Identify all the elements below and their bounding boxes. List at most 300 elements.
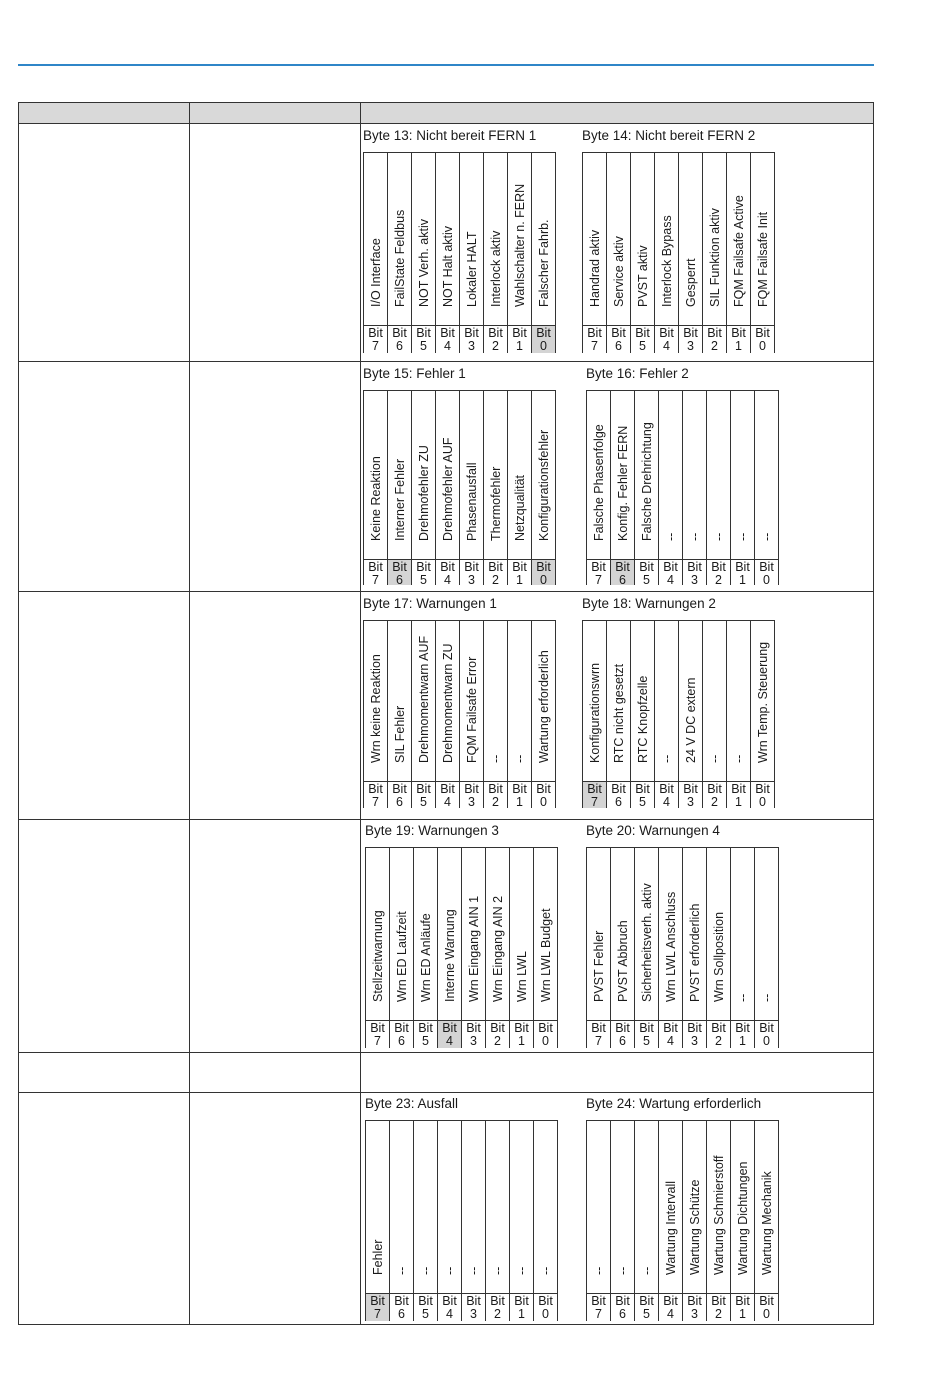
bit-column	[611, 1121, 635, 1321]
bit-cell	[751, 325, 774, 353]
bit-word: Bit	[711, 560, 726, 574]
bit-label: --	[488, 754, 503, 763]
bit-cell	[412, 559, 435, 585]
bit-word: Bit	[591, 560, 606, 574]
bit-number: 1	[518, 1307, 525, 1321]
bit-word: Bit	[587, 326, 602, 340]
bit-word: Bit	[639, 1021, 654, 1035]
bit-label: Phasenausfall	[464, 461, 479, 541]
bit-column	[388, 621, 412, 808]
bit-column	[655, 153, 679, 353]
bit-word: Bit	[707, 326, 722, 340]
bit-number: 5	[643, 1307, 650, 1321]
bit-cell	[412, 781, 435, 808]
bit-cell	[532, 325, 555, 353]
bit-number: 2	[715, 573, 722, 587]
bit-word: Bit	[615, 1294, 630, 1308]
bit-cell	[462, 1020, 485, 1048]
bit-cell	[388, 325, 411, 353]
bit-label: Wrn Sollposition	[711, 911, 726, 1002]
bit-cell	[510, 1020, 533, 1048]
bit-cell	[631, 325, 654, 353]
bit-label: 24 V DC extern	[683, 677, 698, 763]
bit-label: Interlock Bypass	[659, 214, 674, 307]
row-divider	[18, 819, 874, 820]
bit-cell	[679, 781, 702, 808]
bit-word: Bit	[464, 326, 479, 340]
bit-word: Bit	[591, 1021, 606, 1035]
bit-word: Bit	[687, 560, 702, 574]
bit-number: 0	[542, 1034, 549, 1048]
bit-column	[659, 1121, 683, 1321]
bit-column	[366, 848, 390, 1048]
bit-column	[707, 391, 731, 585]
bit-word: Bit	[490, 1294, 505, 1308]
bit-column	[460, 153, 484, 353]
bit-number: 4	[446, 1307, 453, 1321]
bit-label: Service aktiv	[611, 235, 626, 307]
bit-label: Gesperrt	[683, 257, 698, 307]
bit-number: 3	[468, 339, 475, 353]
bit-number: 6	[615, 339, 622, 353]
bit-column	[731, 391, 755, 585]
bit-word: Bit	[464, 782, 479, 796]
row-divider	[18, 361, 874, 362]
bit-column	[707, 1121, 731, 1321]
row-divider	[18, 1052, 874, 1053]
bit-number: 1	[735, 339, 742, 353]
bit-table	[363, 620, 556, 808]
bit-word: Bit	[536, 326, 551, 340]
bit-table	[586, 847, 779, 1048]
bit-column	[532, 153, 556, 353]
bit-label: Wartung Intervall	[663, 1180, 678, 1275]
bit-word: Bit	[536, 560, 551, 574]
bit-column	[460, 391, 484, 585]
bit-word: Bit	[591, 1294, 606, 1308]
bit-word: Bit	[639, 560, 654, 574]
bit-label: --	[514, 1266, 529, 1275]
bit-cell	[438, 1293, 461, 1321]
bit-word: Bit	[368, 782, 383, 796]
bit-number: 4	[663, 795, 670, 809]
bit-cell	[587, 559, 610, 585]
bit-column	[486, 1121, 510, 1321]
bit-number: 2	[715, 1307, 722, 1321]
bit-number: 7	[591, 795, 598, 809]
bit-cell	[436, 325, 459, 353]
bit-cell	[388, 781, 411, 808]
bit-label: --	[711, 532, 726, 541]
bit-label: Drehmomentwarn ZU	[440, 643, 455, 763]
bit-column	[388, 391, 412, 585]
bit-number: 1	[739, 1034, 746, 1048]
bit-number: 6	[396, 795, 403, 809]
bit-label: PVST Abbruch	[615, 919, 630, 1002]
bit-label: Wrn keine Reaktion	[368, 653, 383, 763]
bit-cell	[460, 325, 483, 353]
bit-word: Bit	[587, 782, 602, 796]
bit-column	[484, 153, 508, 353]
bit-cell	[462, 1293, 485, 1321]
bit-label: --	[418, 1266, 433, 1275]
bit-number: 3	[687, 795, 694, 809]
bit-label: --	[639, 1266, 654, 1275]
bit-label: --	[759, 532, 774, 541]
bit-cell	[587, 1293, 610, 1321]
bit-cell	[611, 1293, 634, 1321]
bit-cell	[364, 559, 387, 585]
bit-number: 5	[639, 795, 646, 809]
bit-word: Bit	[639, 1294, 654, 1308]
bit-column	[659, 848, 683, 1048]
bit-label: NOT Verh. aktiv	[416, 218, 431, 307]
bit-column	[462, 848, 486, 1048]
bit-number: 2	[711, 339, 718, 353]
bit-label: --	[735, 532, 750, 541]
bit-column	[412, 391, 436, 585]
bit-cell	[611, 1020, 634, 1048]
bit-word: Bit	[711, 1294, 726, 1308]
bit-label: --	[735, 993, 750, 1002]
bit-column	[751, 153, 775, 353]
bit-word: Bit	[663, 1294, 678, 1308]
bit-cell	[751, 781, 774, 808]
bit-number: 3	[691, 1307, 698, 1321]
bit-word: Bit	[755, 782, 770, 796]
bit-number: 6	[619, 1034, 626, 1048]
bit-label: Stellzeitwarnung	[370, 909, 385, 1002]
bit-label: Netzqualität	[512, 474, 527, 541]
bit-cell	[631, 781, 654, 808]
bit-word: Bit	[687, 1021, 702, 1035]
bit-cell	[460, 559, 483, 585]
bit-column	[755, 1121, 779, 1321]
bit-cell	[683, 1020, 706, 1048]
bit-word: Bit	[440, 560, 455, 574]
byte-title: Byte 18: Warnungen 2	[582, 596, 716, 611]
bit-column	[414, 1121, 438, 1321]
bit-column	[659, 391, 683, 585]
bit-column	[532, 391, 556, 585]
byte-title: Byte 14: Nicht bereit FERN 2	[582, 128, 756, 143]
bit-table	[586, 390, 779, 585]
bit-cell	[508, 559, 531, 585]
bit-label: Falsche Drehrichtung	[639, 421, 654, 541]
bit-number: 2	[494, 1307, 501, 1321]
bit-label: Drehmofehler ZU	[416, 444, 431, 541]
bit-word: Bit	[442, 1021, 457, 1035]
bit-column	[631, 153, 655, 353]
bit-label: Interner Fehler	[392, 458, 407, 541]
bit-label: --	[442, 1266, 457, 1275]
bit-number: 3	[691, 1034, 698, 1048]
bit-number: 0	[540, 795, 547, 809]
bit-column	[436, 621, 460, 808]
bit-column	[390, 848, 414, 1048]
bit-word: Bit	[488, 560, 503, 574]
bit-cell	[731, 1020, 754, 1048]
bit-column	[436, 391, 460, 585]
bit-number: 1	[518, 1034, 525, 1048]
bit-number: 5	[643, 573, 650, 587]
bit-word: Bit	[759, 560, 774, 574]
bit-label: SIL Fehler	[392, 705, 407, 763]
bit-number: 5	[422, 1034, 429, 1048]
bit-column	[460, 621, 484, 808]
bit-word: Bit	[466, 1294, 481, 1308]
bit-number: 1	[516, 795, 523, 809]
bit-number: 6	[398, 1307, 405, 1321]
bit-label: Wartung Schmierstoff	[711, 1155, 726, 1275]
bit-cell	[731, 1293, 754, 1321]
bit-word: Bit	[755, 326, 770, 340]
bit-number: 3	[691, 573, 698, 587]
bit-number: 4	[444, 795, 451, 809]
bit-number: 4	[446, 1034, 453, 1048]
bit-cell	[755, 1293, 778, 1321]
column-divider	[360, 102, 361, 1325]
bit-column	[727, 621, 751, 808]
bit-column	[532, 621, 556, 808]
bit-number: 3	[468, 795, 475, 809]
bit-word: Bit	[512, 782, 527, 796]
bit-word: Bit	[731, 782, 746, 796]
bit-cell	[703, 781, 726, 808]
bit-label: Wrn Temp. Steuerung	[755, 641, 770, 763]
bit-column	[631, 621, 655, 808]
bit-label: Drehmofehler AUF	[440, 436, 455, 541]
bit-column	[611, 391, 635, 585]
bit-label: Handrad aktiv	[587, 229, 602, 307]
bit-cell	[635, 559, 658, 585]
bit-label: FQM Failsafe Init	[755, 211, 770, 307]
bit-cell	[532, 781, 555, 808]
bit-table	[586, 1120, 779, 1321]
bit-cell	[366, 1293, 389, 1321]
bit-word: Bit	[731, 326, 746, 340]
bit-column	[508, 391, 532, 585]
bit-word: Bit	[514, 1294, 529, 1308]
bit-column	[462, 1121, 486, 1321]
bit-label: Wrn Eingang AIN 1	[466, 895, 481, 1002]
bit-word: Bit	[635, 782, 650, 796]
bit-word: Bit	[370, 1294, 385, 1308]
bit-label: Interlock aktiv	[488, 230, 503, 307]
bit-word: Bit	[683, 326, 698, 340]
bit-number: 1	[516, 573, 523, 587]
bit-word: Bit	[512, 326, 527, 340]
bit-word: Bit	[663, 560, 678, 574]
bit-cell	[707, 1020, 730, 1048]
bit-cell	[607, 781, 630, 808]
bit-label: Drehmomentwarn AUF	[416, 635, 431, 763]
bit-word: Bit	[635, 326, 650, 340]
bit-column	[703, 621, 727, 808]
bit-cell	[508, 781, 531, 808]
bit-number: 5	[422, 1307, 429, 1321]
bit-column	[683, 848, 707, 1048]
bit-column	[438, 1121, 462, 1321]
bit-label: --	[394, 1266, 409, 1275]
bit-cell	[510, 1293, 533, 1321]
bit-cell	[707, 1293, 730, 1321]
bit-label: --	[759, 993, 774, 1002]
bit-word: Bit	[611, 782, 626, 796]
bit-label: --	[591, 1266, 606, 1275]
bit-column	[534, 848, 558, 1048]
bit-number: 2	[492, 339, 499, 353]
bit-label: RTC Knopfzelle	[635, 675, 650, 763]
bit-cell	[683, 559, 706, 585]
bit-cell	[727, 325, 750, 353]
bit-number: 7	[374, 1034, 381, 1048]
bit-number: 4	[444, 339, 451, 353]
bit-number: 7	[372, 795, 379, 809]
bit-cell	[607, 325, 630, 353]
bit-word: Bit	[394, 1294, 409, 1308]
bit-word: Bit	[615, 1021, 630, 1035]
bit-word: Bit	[538, 1021, 553, 1035]
byte-title: Byte 15: Fehler 1	[363, 366, 466, 381]
bit-label: Wartung Mechanik	[759, 1170, 774, 1275]
bit-label: FailState Feldbus	[392, 209, 407, 307]
bit-number: 5	[420, 339, 427, 353]
bit-cell	[727, 781, 750, 808]
bit-word: Bit	[488, 326, 503, 340]
bit-column	[635, 848, 659, 1048]
bit-number: 6	[396, 573, 403, 587]
bit-column	[510, 848, 534, 1048]
bit-label: Lokaler HALT	[464, 231, 479, 307]
bit-number: 6	[398, 1034, 405, 1048]
bit-number: 7	[595, 1307, 602, 1321]
bit-column	[751, 621, 775, 808]
bit-label: Falsche Phasenfolge	[591, 423, 606, 541]
bit-label: PVST erforderlich	[687, 903, 702, 1002]
bit-cell	[755, 559, 778, 585]
bit-label: Wrn ED Anläufe	[418, 912, 433, 1002]
bit-cell	[414, 1293, 437, 1321]
bit-label: Wrn Eingang AIN 2	[490, 895, 505, 1002]
bit-column	[436, 153, 460, 353]
byte-title: Byte 17: Warnungen 1	[363, 596, 497, 611]
bit-cell	[703, 325, 726, 353]
bit-number: 5	[639, 339, 646, 353]
bit-number: 4	[667, 1034, 674, 1048]
bit-word: Bit	[368, 560, 383, 574]
header-rule	[18, 64, 874, 66]
bit-cell	[484, 325, 507, 353]
bit-cell	[364, 781, 387, 808]
bit-column	[438, 848, 462, 1048]
bit-word: Bit	[735, 1294, 750, 1308]
bit-number: 0	[540, 339, 547, 353]
bit-word: Bit	[416, 560, 431, 574]
bit-cell	[587, 1020, 610, 1048]
bit-column	[731, 1121, 755, 1321]
bit-number: 4	[444, 573, 451, 587]
bit-label: SIL Funktion aktiv	[707, 207, 722, 307]
bit-number: 1	[739, 1307, 746, 1321]
bit-label: --	[659, 754, 674, 763]
bit-column	[755, 848, 779, 1048]
bit-column	[412, 153, 436, 353]
bit-number: 7	[591, 339, 598, 353]
byte-title: Byte 20: Warnungen 4	[586, 823, 720, 838]
bit-cell	[707, 559, 730, 585]
bit-table	[582, 620, 775, 808]
bit-word: Bit	[663, 1021, 678, 1035]
bit-cell	[460, 781, 483, 808]
bit-label: --	[663, 532, 678, 541]
bit-label: FQM Failsafe Active	[731, 194, 746, 307]
bit-label: Wahlschalter n. FERN	[512, 183, 527, 307]
bit-label: Wartung Dichtungen	[735, 1161, 750, 1275]
bit-word: Bit	[392, 326, 407, 340]
bit-number: 2	[492, 573, 499, 587]
bit-word: Bit	[687, 1294, 702, 1308]
bit-label: Wrn LWL Budget	[538, 907, 553, 1002]
bit-number: 1	[516, 339, 523, 353]
bit-cell	[412, 325, 435, 353]
bit-word: Bit	[536, 782, 551, 796]
bit-cell	[388, 559, 411, 585]
bit-label: --	[466, 1266, 481, 1275]
row-divider	[18, 591, 874, 592]
bit-column	[703, 153, 727, 353]
bit-word: Bit	[368, 326, 383, 340]
bit-cell	[731, 559, 754, 585]
bit-cell	[534, 1293, 557, 1321]
bit-cell	[755, 1020, 778, 1048]
bit-cell	[635, 1293, 658, 1321]
bit-column	[755, 391, 779, 585]
bit-word: Bit	[707, 782, 722, 796]
bit-label: --	[615, 1266, 630, 1275]
bit-number: 1	[739, 573, 746, 587]
bit-label: Falscher Fahrb.	[536, 218, 551, 307]
bit-label: --	[687, 532, 702, 541]
bit-cell	[635, 1020, 658, 1048]
bit-cell	[436, 559, 459, 585]
bit-column	[587, 391, 611, 585]
bit-column	[508, 153, 532, 353]
byte-title: Byte 23: Ausfall	[365, 1096, 459, 1111]
bit-word: Bit	[418, 1294, 433, 1308]
bit-cell	[659, 559, 682, 585]
bit-cell	[655, 325, 678, 353]
bit-label: Wartung Schütze	[687, 1179, 702, 1275]
bit-label: Konfig. Fehler FERN	[615, 425, 630, 541]
bit-word: Bit	[394, 1021, 409, 1035]
bit-number: 5	[420, 573, 427, 587]
bit-cell	[679, 325, 702, 353]
bit-word: Bit	[735, 560, 750, 574]
bit-label: RTC nicht gesetzt	[611, 663, 626, 763]
bit-label: Konfigurationsfehler	[536, 429, 551, 541]
bit-word: Bit	[735, 1021, 750, 1035]
bit-label: Sicherheitsverh. aktiv	[639, 882, 654, 1002]
bit-column	[364, 153, 388, 353]
bit-label: --	[731, 754, 746, 763]
bit-number: 7	[595, 1034, 602, 1048]
bit-word: Bit	[488, 782, 503, 796]
bit-column	[508, 621, 532, 808]
bit-column	[707, 848, 731, 1048]
bit-table	[365, 847, 558, 1048]
byte-title: Byte 16: Fehler 2	[586, 366, 689, 381]
